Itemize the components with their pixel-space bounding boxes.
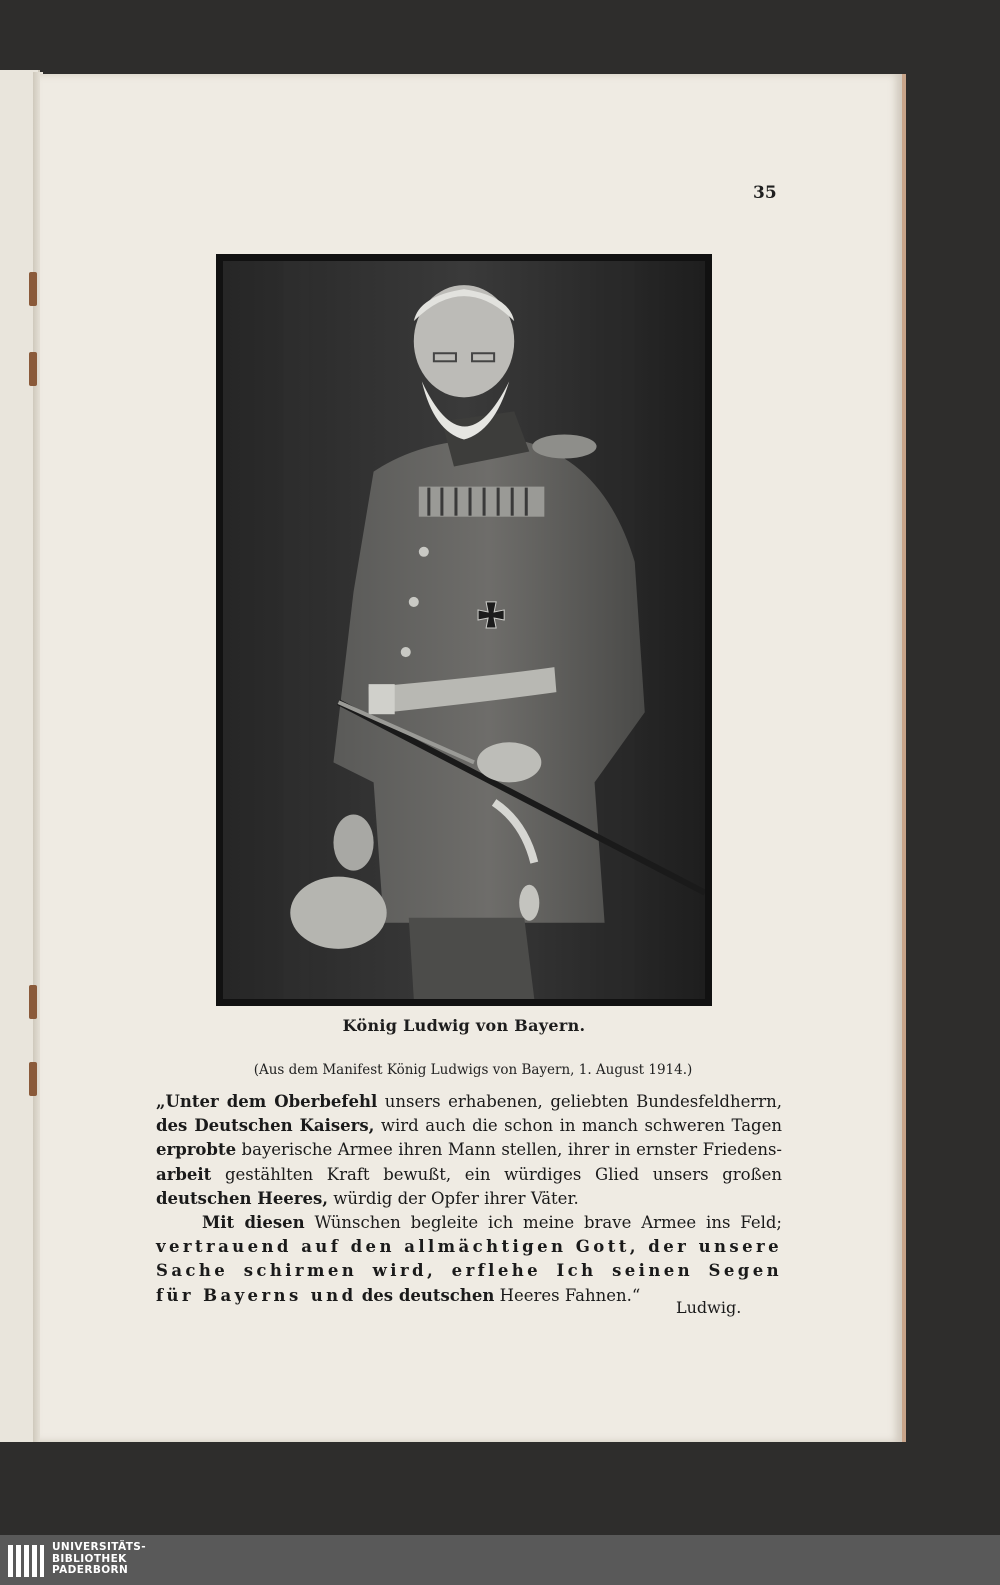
staple-mark	[29, 985, 37, 1019]
photo-caption: König Ludwig von Bayern.	[342, 1016, 586, 1035]
staple-mark	[29, 272, 37, 306]
quote-text: Wünschen begleite ich meine brave Armee ins Feld;	[304, 1213, 782, 1233]
portrait-photograph	[216, 254, 712, 1006]
logo-line: BIBLIOTHEK	[52, 1552, 127, 1565]
manifest-quote	[156, 1090, 782, 1308]
quote-text: Heeres Fahnen.“	[494, 1285, 641, 1305]
staple-mark	[29, 352, 37, 386]
emphasis-text: „Unter dem Oberbefehl	[156, 1092, 378, 1111]
portrait-image	[223, 261, 705, 999]
emphasis-text: Mit diesen	[202, 1213, 305, 1233]
signature-text: Ludwig.	[676, 1298, 742, 1317]
staple-mark	[29, 1062, 37, 1096]
emphasis-text: des deutschen	[361, 1285, 495, 1305]
library-footer	[0, 1535, 1000, 1585]
quote-text: bayerische Armee ihren Mann stellen, ihrer in ernster Friedens-	[236, 1140, 782, 1160]
page-number: 35	[753, 183, 777, 203]
emphasis-text: deutschen Heeres,	[156, 1188, 329, 1208]
source-note: (Aus dem Manifest König Ludwigs von Bayern, 1. August 1914.)	[253, 1062, 693, 1078]
emphasis-text: arbeit	[156, 1164, 212, 1184]
logo-line: UNIVERSITÄTS-	[52, 1541, 147, 1553]
spaced-emphasis-text: vertrauend auf den allmächtigen Gott, der unsere Sache schirmen wird, erflehe Ich seinen Segen für Bayerns und	[156, 1237, 782, 1305]
emphasis-text: erprobte	[156, 1140, 237, 1160]
quote-text: gestählten Kraft bewußt, ein würdiges Glied unsers großen	[211, 1164, 782, 1184]
library-logo-icon	[6, 1541, 46, 1581]
logo-line: PADERBORN	[52, 1564, 129, 1576]
quote-paragraph	[156, 1211, 782, 1308]
quote-text: unsers erhabenen, geliebten Bundesfeldherrn,	[377, 1092, 782, 1111]
quote-paragraph	[156, 1090, 782, 1211]
quote-text: würdig der Opfer ihrer Väter.	[328, 1188, 579, 1208]
quote-text: wird auch die schon in manch schweren Tagen	[374, 1116, 782, 1136]
emphasis-text: des Deutschen Kaisers,	[156, 1116, 375, 1136]
library-logo-text	[52, 1542, 146, 1577]
